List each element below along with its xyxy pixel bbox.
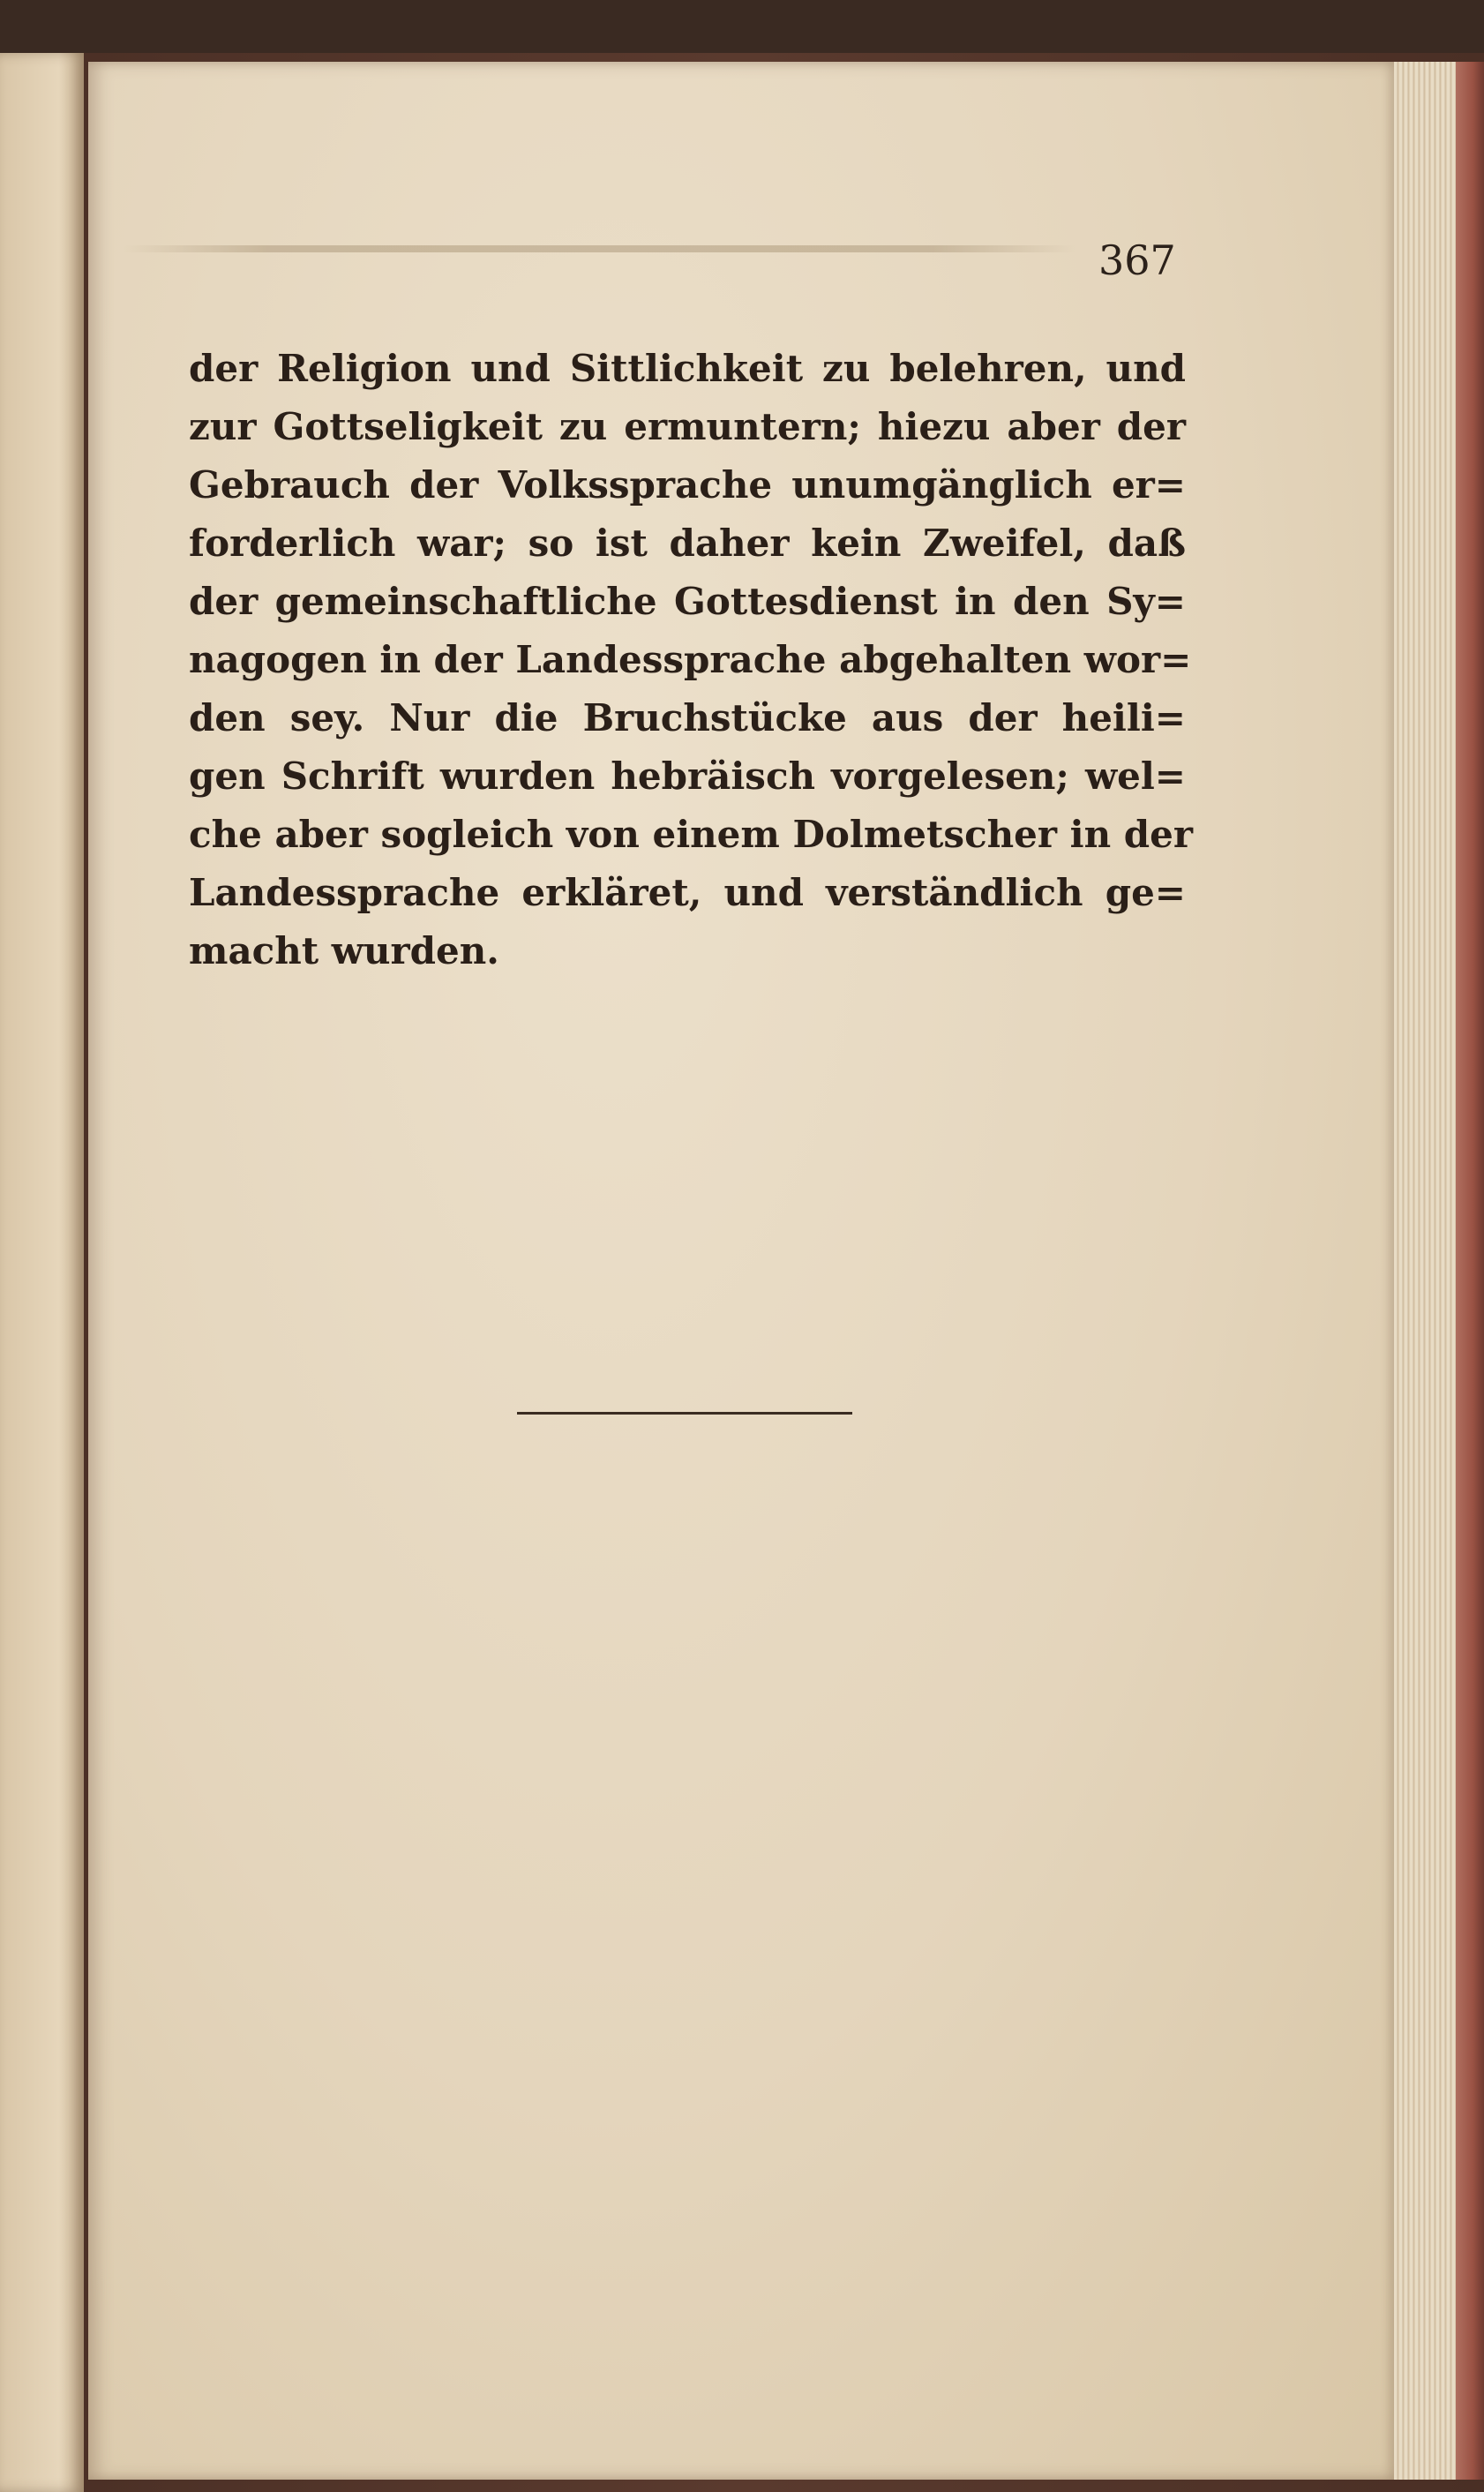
header-rule <box>124 245 1076 252</box>
text-line: gen Schrift wurden hebräisch vorgelesen; wel= <box>189 754 1186 798</box>
text-line: zur Gottseligkeit zu ermuntern; hiezu aber der <box>189 405 1186 448</box>
page-number: 367 <box>1098 236 1176 284</box>
text-line: der gemeinschaftliche Gottesdienst in den Sy= <box>189 580 1186 623</box>
text-line: der Religion und Sittlichkeit zu belehren, und <box>189 347 1186 390</box>
text-line: den sey. Nur die Bruchstücke aus der heili= <box>189 696 1186 739</box>
facing-page-edge <box>0 53 84 2492</box>
text-line: forderlich war; so ist daher kein Zweifel, daß <box>189 522 1186 565</box>
text-line: Gebrauch der Volkssprache unumgänglich er= <box>189 463 1186 507</box>
page-stack-edges <box>1394 62 1456 2480</box>
text-line: nagogen in der Landessprache abgehalten wor= <box>189 638 1192 681</box>
text-line: macht wurden. <box>189 929 499 972</box>
body-text <box>189 340 1193 980</box>
section-separator-rule <box>517 1412 852 1415</box>
red-book-edge <box>1456 62 1484 2480</box>
text-line: che aber sogleich von einem Dolmetscher in der <box>189 813 1193 856</box>
text-line: Landessprache erkläret, und verständlich ge= <box>189 871 1186 914</box>
